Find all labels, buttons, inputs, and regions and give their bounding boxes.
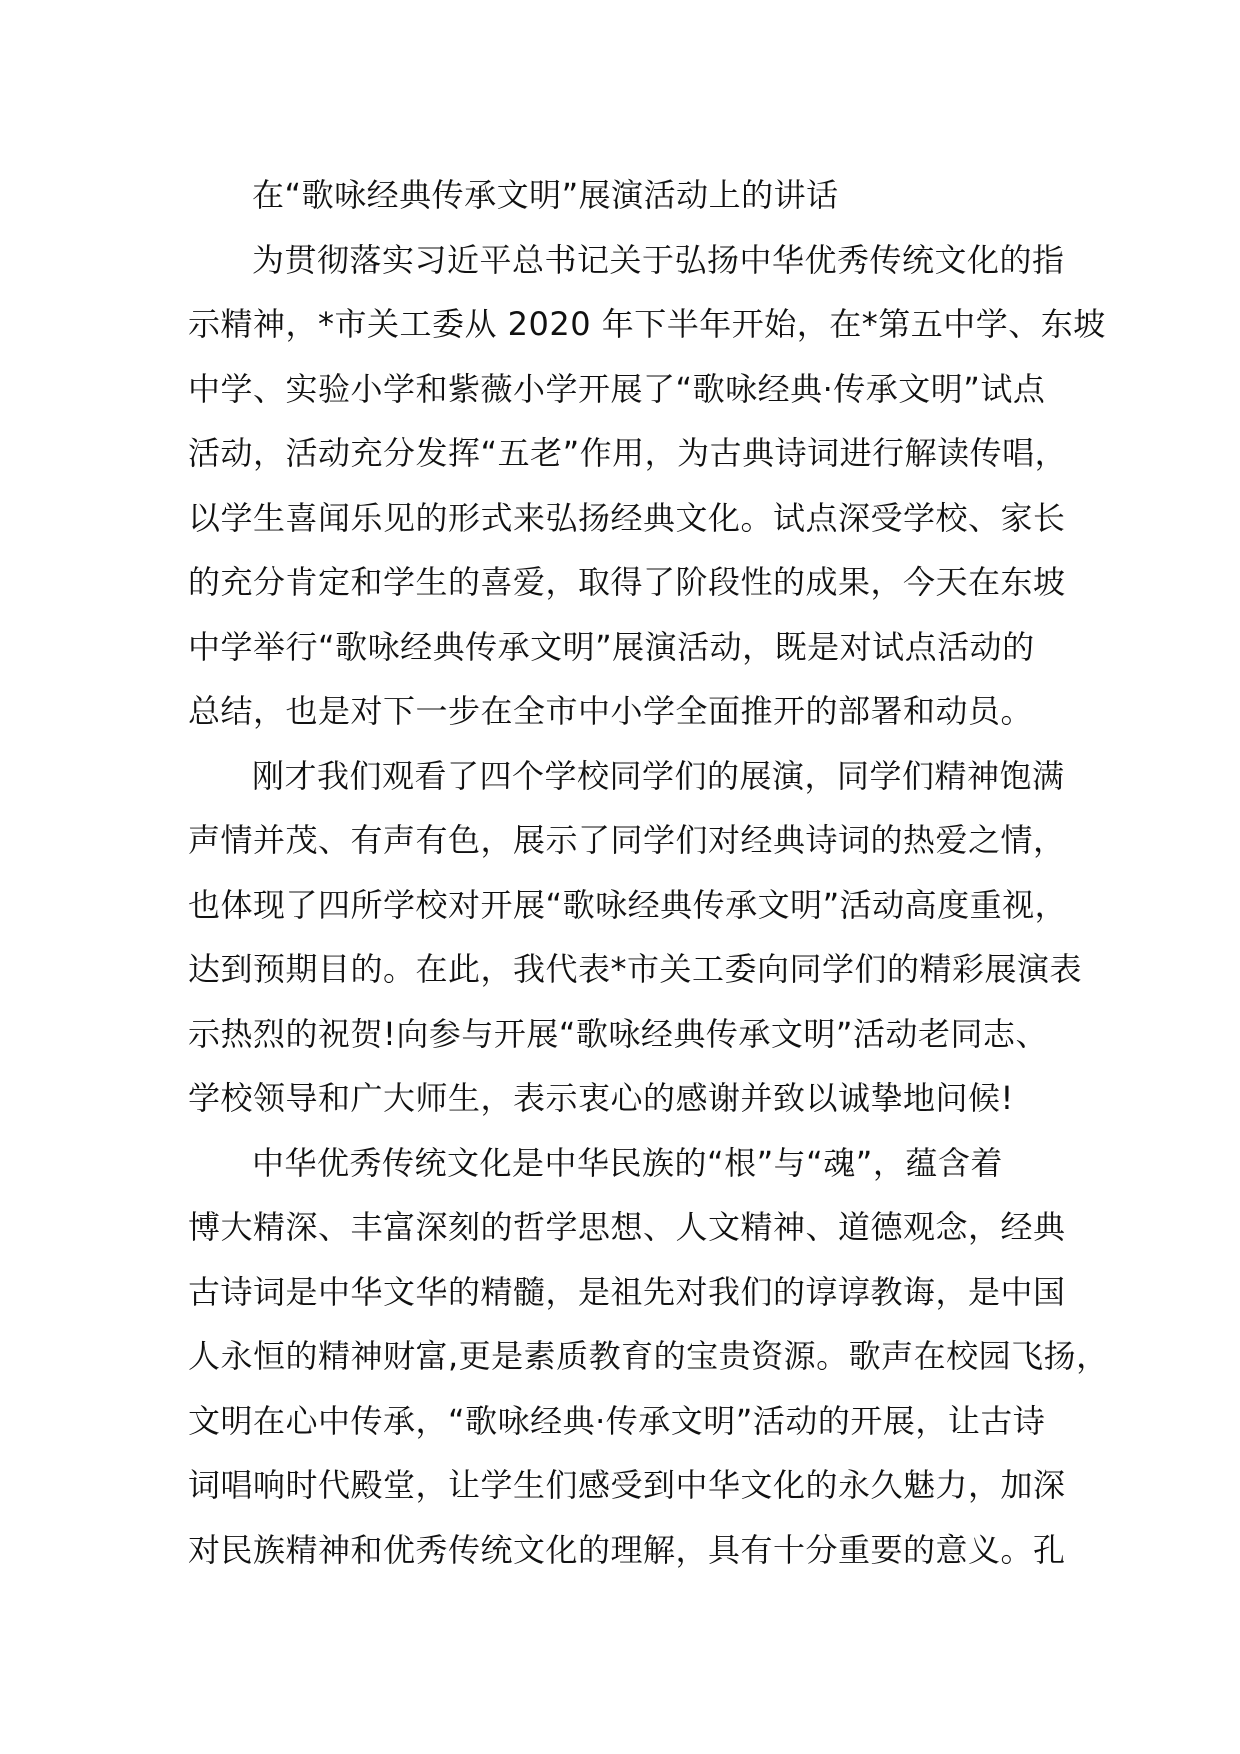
paragraph-line: 人永恒的精神财富,更是素质教育的宝贵资源。歌声在校园飞扬，	[188, 1337, 1109, 1375]
paragraph-line: 博大精深、丰富深刻的哲学思想、人文精神、道德观念，经典	[188, 1208, 1066, 1246]
paragraph-line: 的充分肯定和学生的喜爱，取得了阶段性的成果，今天在东坡	[188, 563, 1066, 601]
paragraph-line: 为贯彻落实习近平总书记关于弘扬中华优秀传统文化的指	[252, 240, 1065, 279]
paragraph-line: 古诗词是中华文华的精髓，是祖先对我们的谆谆教诲，是中国	[188, 1272, 1066, 1311]
paragraph-line: 活动，活动充分发挥“五老”作用，为古典诗词进行解读传唱，	[188, 434, 1068, 472]
paragraph-line: 学校领导和广大师生，表示衷心的感谢并致以诚挚地问候!	[188, 1079, 1014, 1117]
document-body	[188, 163, 1109, 1582]
paragraph-line: 达到预期目的。在此，我代表*市关工委向同学们的精彩展演表	[188, 950, 1083, 988]
paragraph-line: 对民族精神和优秀传统文化的理解，具有十分重要的意义。孔	[188, 1530, 1066, 1569]
paragraph-line: 中华优秀传统文化是中华民族的“根”与“魂”，蕴含着	[252, 1143, 1003, 1182]
paragraph-line: 中学、实验小学和紫薇小学开展了“歌咏经典·传承文明”试点	[188, 369, 1046, 408]
paragraph-line: 总结，也是对下一步在全市中小学全面推开的部署和动员。	[188, 692, 1034, 730]
document-title: 在“歌咏经典传承文明”展演活动上的讲话	[252, 176, 839, 214]
paragraph-line: 声情并茂、有声有色，展示了同学们对经典诗词的热爱之情，	[188, 821, 1066, 859]
paragraph-line: 词唱响时代殿堂，让学生们感受到中华文化的永久魅力，加深	[188, 1466, 1066, 1504]
paragraph-line: 示精神，*市关工委从 2020 年下半年开始，在*第五中学、东坡	[188, 305, 1106, 343]
paragraph-3	[188, 1131, 1109, 1583]
paragraph-line: 示热烈的祝贺!向参与开展“歌咏经典传承文明”活动老同志、	[188, 1014, 1048, 1053]
paragraph-line: 中学举行“歌咏经典传承文明”展演活动，既是对试点活动的	[188, 627, 1035, 666]
paragraph-line: 文明在心中传承，“歌咏经典·传承文明”活动的开展，让古诗	[188, 1401, 1046, 1440]
paragraph-line: 也体现了四所学校对开展“歌咏经典传承文明”活动高度重视，	[188, 885, 1068, 924]
paragraph-1	[188, 228, 1106, 744]
paragraph-line: 以学生喜闻乐见的形式来弘扬经典文化。试点深受学校、家长	[188, 498, 1066, 537]
paragraph-line: 刚才我们观看了四个学校同学们的展演，同学们精神饱满	[252, 756, 1065, 795]
paragraph-2	[188, 744, 1088, 1131]
